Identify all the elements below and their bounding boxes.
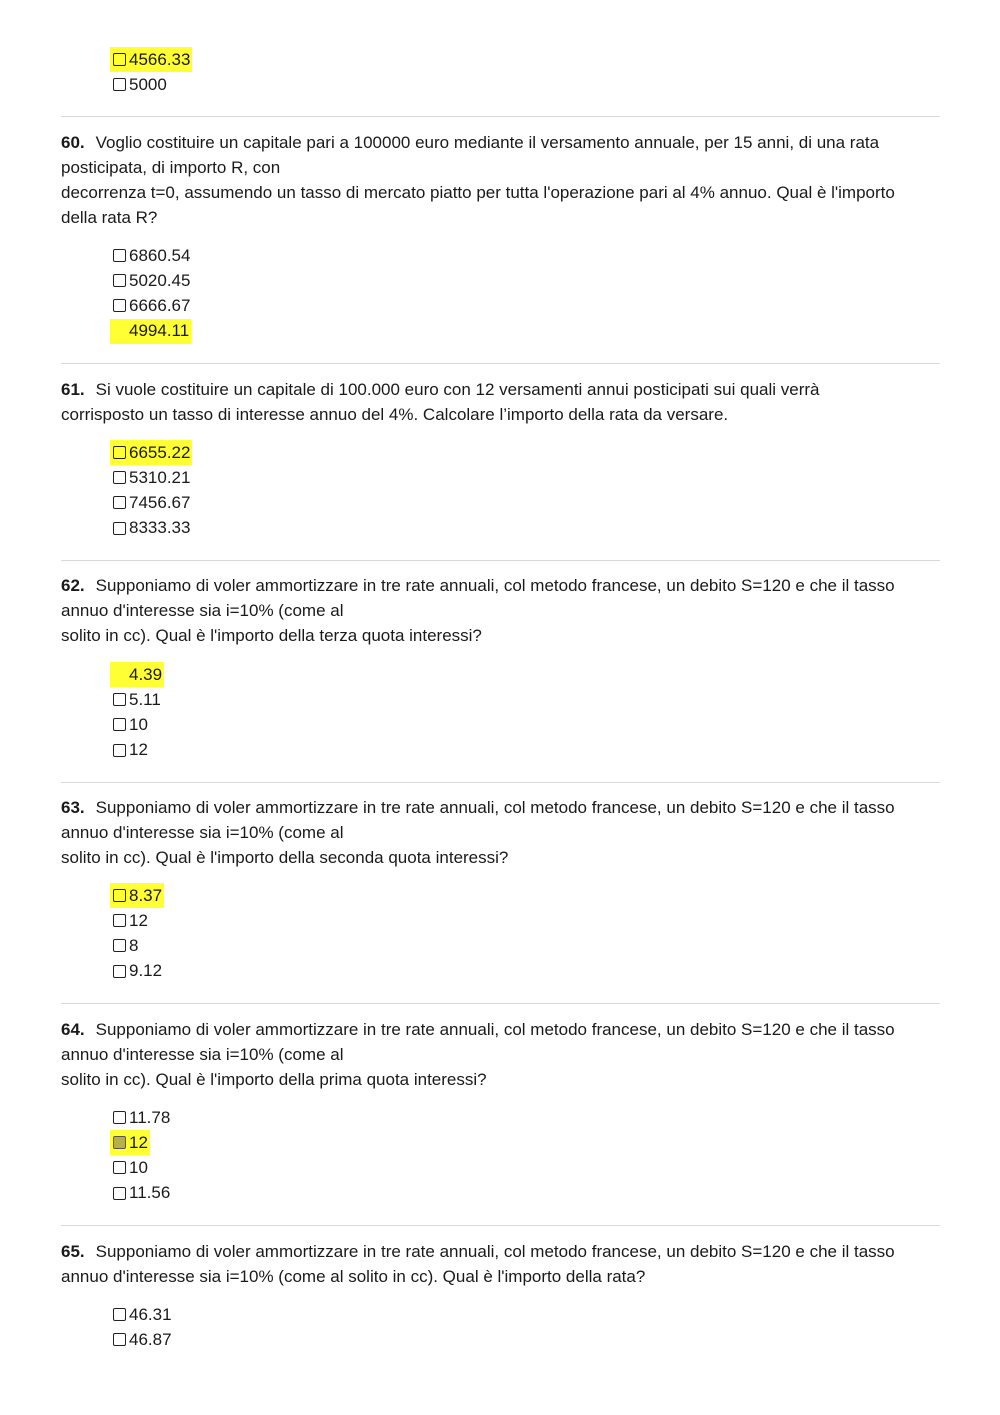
checkbox-icon[interactable] [113, 693, 126, 706]
answer-option[interactable] [110, 1302, 174, 1327]
divider [61, 1003, 940, 1004]
question-61-text [61, 377, 941, 427]
question-line: Supponiamo di voler ammortizzare in tre rate annuali, col metodo francese, un debito S=120 e che il tasso [95, 798, 895, 817]
option-label: 5310.21 [129, 467, 191, 487]
option-label: 5000 [129, 74, 167, 94]
checkbox-icon[interactable] [113, 1333, 126, 1346]
question-line: solito in cc). Qual è l'importo della prima quota interessi? [61, 1070, 487, 1089]
option-label: 8.37 [129, 885, 163, 905]
answer-option[interactable] [110, 1105, 172, 1130]
answer-option[interactable] [110, 933, 140, 958]
answer-option[interactable] [110, 319, 191, 344]
answer-option[interactable] [110, 47, 192, 72]
question-line: annuo d'interesse sia i=10% (come al solito in cc). Qual è l'importo della rata? [61, 1267, 646, 1286]
option-label: 11.78 [129, 1107, 171, 1127]
option-label: 11.56 [129, 1183, 171, 1203]
checkbox-icon[interactable] [113, 1136, 126, 1149]
option-label: 10 [129, 1157, 148, 1177]
question-number: 60. [61, 133, 85, 152]
option-label: 4566.33 [129, 49, 191, 69]
answer-option[interactable] [110, 72, 169, 97]
question-line: della rata R? [61, 208, 158, 227]
option-label: 12 [129, 740, 148, 760]
question-65-text [61, 1239, 941, 1289]
checkbox-icon[interactable] [113, 1187, 126, 1200]
checkbox-icon[interactable] [113, 446, 126, 459]
question-64-options [110, 1105, 172, 1206]
answer-option[interactable] [110, 268, 192, 293]
checkbox-icon[interactable] [113, 1111, 126, 1124]
question-line: solito in cc). Qual è l'importo della seconda quota interessi? [61, 848, 509, 867]
question-number: 63. [61, 798, 85, 817]
answer-option[interactable] [110, 687, 163, 712]
top-options [110, 47, 192, 97]
answer-option[interactable] [110, 440, 192, 465]
divider [61, 1225, 940, 1226]
question-61-options [110, 440, 192, 541]
divider [61, 560, 940, 561]
checkbox-icon[interactable] [113, 53, 126, 66]
option-label: 8333.33 [129, 518, 191, 538]
question-line: Si vuole costituire un capitale di 100.000 euro con 12 versamenti annui posticipati sui quali verrà [95, 380, 820, 399]
checkbox-icon[interactable] [113, 965, 126, 978]
option-label: 6655.22 [129, 442, 191, 462]
question-line: Supponiamo di voler ammortizzare in tre rate annuali, col metodo francese, un debito S=120 e che il tasso [95, 1242, 895, 1261]
answer-option[interactable] [110, 908, 150, 933]
option-label: 4.39 [129, 664, 163, 684]
question-number: 65. [61, 1242, 85, 1261]
checkbox-icon[interactable] [113, 914, 126, 927]
checkbox-icon[interactable] [113, 78, 126, 91]
option-label: 9.12 [129, 961, 163, 981]
question-line: posticipata, di importo R, con [61, 158, 281, 177]
question-number: 64. [61, 1020, 85, 1039]
checkbox-icon[interactable] [113, 274, 126, 287]
question-line: annuo d'interesse sia i=10% (come al [61, 1045, 344, 1064]
answer-option[interactable] [110, 1327, 174, 1352]
option-label: 12 [129, 1132, 148, 1152]
question-line: annuo d'interesse sia i=10% (come al [61, 601, 344, 620]
question-62-text [61, 573, 941, 648]
question-line: annuo d'interesse sia i=10% (come al [61, 823, 344, 842]
answer-option[interactable] [110, 959, 164, 984]
option-label: 46.87 [129, 1329, 172, 1349]
divider [61, 116, 940, 117]
checkbox-icon[interactable] [113, 496, 126, 509]
checkbox-icon[interactable] [113, 1308, 126, 1321]
answer-option[interactable] [110, 738, 150, 763]
option-label: 6860.54 [129, 245, 191, 265]
question-line: Supponiamo di voler ammortizzare in tre rate annuali, col metodo francese, un debito S=120 e che il tasso [95, 1020, 895, 1039]
option-label: 6666.67 [129, 295, 191, 315]
option-label: 8 [129, 935, 139, 955]
question-number: 62. [61, 576, 85, 595]
question-62-options [110, 662, 164, 763]
question-64-text [61, 1017, 941, 1092]
answer-option[interactable] [110, 1155, 150, 1180]
question-65-options [110, 1302, 174, 1352]
question-63-options [110, 883, 164, 984]
answer-option[interactable] [110, 712, 150, 737]
answer-option[interactable] [110, 883, 164, 908]
question-60-text [61, 130, 941, 230]
question-line: corrisposto un tasso di interesse annuo del 4%. Calcolare l’importo della rata da versare. [61, 405, 729, 424]
question-line: Supponiamo di voler ammortizzare in tre rate annuali, col metodo francese, un debito S=120 e che il tasso [95, 576, 895, 595]
checkbox-icon[interactable] [113, 249, 126, 262]
answer-option[interactable] [110, 1130, 150, 1155]
option-label: 5020.45 [129, 270, 191, 290]
checkbox-icon[interactable] [113, 471, 126, 484]
checkbox-icon[interactable] [113, 1161, 126, 1174]
checkbox-icon[interactable] [113, 325, 126, 338]
question-63-text [61, 795, 941, 870]
checkbox-icon[interactable] [113, 889, 126, 902]
answer-option[interactable] [110, 662, 164, 687]
answer-option[interactable] [110, 490, 192, 515]
question-60-options [110, 243, 192, 344]
answer-option[interactable] [110, 243, 192, 268]
option-label: 5.11 [129, 689, 161, 709]
option-label: 46.31 [129, 1304, 172, 1324]
checkbox-icon[interactable] [113, 718, 126, 731]
question-line: Voglio costituire un capitale pari a 100000 euro mediante il versamento annuale, per 15 anni, di una rata [95, 133, 880, 152]
checkbox-icon[interactable] [113, 522, 126, 535]
checkbox-icon[interactable] [113, 668, 126, 681]
checkbox-icon[interactable] [113, 744, 126, 757]
checkbox-icon[interactable] [113, 299, 126, 312]
option-label: 10 [129, 714, 148, 734]
checkbox-icon[interactable] [113, 939, 126, 952]
divider [61, 782, 940, 783]
answer-option[interactable] [110, 516, 192, 541]
question-number: 61. [61, 380, 85, 399]
question-line: decorrenza t=0, assumendo un tasso di mercato piatto per tutta l'operazione pari al 4% annuo. Qual è l'importo [61, 183, 895, 202]
option-label: 12 [129, 910, 148, 930]
answer-option[interactable] [110, 1181, 172, 1206]
question-line: solito in cc). Qual è l'importo della terza quota interessi? [61, 626, 482, 645]
option-label: 4994.11 [129, 321, 190, 341]
answer-option[interactable] [110, 465, 192, 490]
option-label: 7456.67 [129, 492, 191, 512]
divider [61, 363, 940, 364]
answer-option[interactable] [110, 293, 192, 318]
